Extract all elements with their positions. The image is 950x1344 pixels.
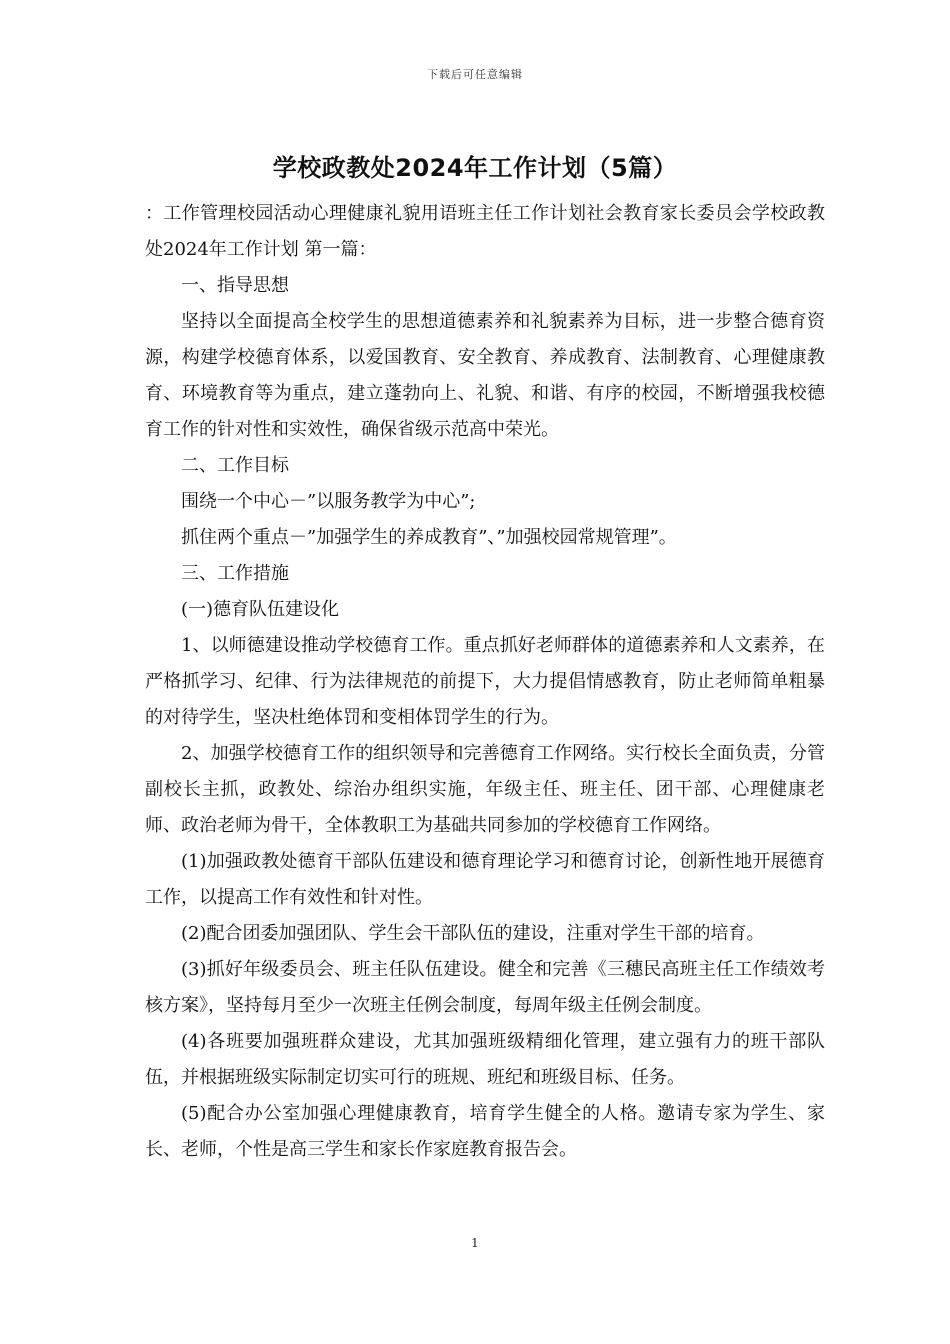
paragraph: 抓住两个重点－”加强学生的养成教育”、”加强校园常规管理”。	[181, 527, 677, 548]
section-heading-work-goals: 二、工作目标	[181, 455, 289, 476]
paragraph: 围绕一个中心－”以服务教学为中心”;	[181, 491, 476, 512]
paragraph-intro: ：工作管理校园活动心理健康礼貌用语班主任工作计划社会教育家长委员会学校政教处2024年工作计划 第一篇：	[145, 203, 825, 260]
list-item: (4)各班要加强班群众建设，尤其加强班级精细化管理，建立强有力的班干部队伍，并根据班级实际制定切实可行的班规、班纪和班级目标、任务。	[145, 1031, 825, 1088]
paragraph: 1、以师德建设推动学校德育工作。重点抓好老师群体的道德素养和人文素养，在严格抓学习、纪律、行为法律规范的前提下，大力提倡情感教育，防止老师简单粗暴的对待学生，坚决杜绝体罚和变相体罚学生的行为。	[145, 635, 825, 728]
section-heading-guiding-ideology: 一、指导思想	[181, 275, 289, 296]
paragraph: 2、加强学校德育工作的组织领导和完善德育工作网络。实行校长全面负责，分管副校长主抓，政教处、综治办组织实施，年级主任、班主任、团干部、心理健康老师、政治老师为骨干，全体教职工为基础共同参加的学校德育工作网络。	[145, 743, 825, 836]
list-item: (3)抓好年级委员会、班主任队伍建设。健全和完善《三穗民高班主任工作绩效考核方案》，坚持每月至少一次班主任例会制度，每周年级主任例会制度。	[145, 959, 825, 1016]
header-note: 下载后可任意编辑	[427, 68, 523, 81]
document-body	[145, 196, 825, 1168]
page-number: 1	[471, 1236, 479, 1250]
list-item: (1)加强政教处德育干部队伍建设和德育理论学习和德育讨论，创新性地开展德育工作，以提高工作有效性和针对性。	[145, 851, 825, 908]
subsection-heading: (一)德育队伍建设化	[181, 599, 340, 620]
section-heading-work-measures: 三、工作措施	[181, 563, 289, 584]
paragraph: 坚持以全面提高全校学生的思想道德素养和礼貌素养为目标，进一步整合德育资源，构建学校德育体系，以爱国教育、安全教育、养成教育、法制教育、心理健康教育、环境教育等为重点，建立蓬勃向上、礼貌、和谐、有序的校园，不断增强我校德育工作的针对性和实效性，确保省级示范高中荣光。	[145, 311, 825, 440]
list-item: (2)配合团委加强团队、学生会干部队伍的建设，注重对学生干部的培育。	[181, 923, 765, 944]
list-item: (5)配合办公室加强心理健康教育，培育学生健全的人格。邀请专家为学生、家长、老师，个性是高三学生和家长作家庭教育报告会。	[145, 1103, 825, 1160]
document-title: 学校政教处2024年工作计划（5篇）	[272, 154, 678, 182]
